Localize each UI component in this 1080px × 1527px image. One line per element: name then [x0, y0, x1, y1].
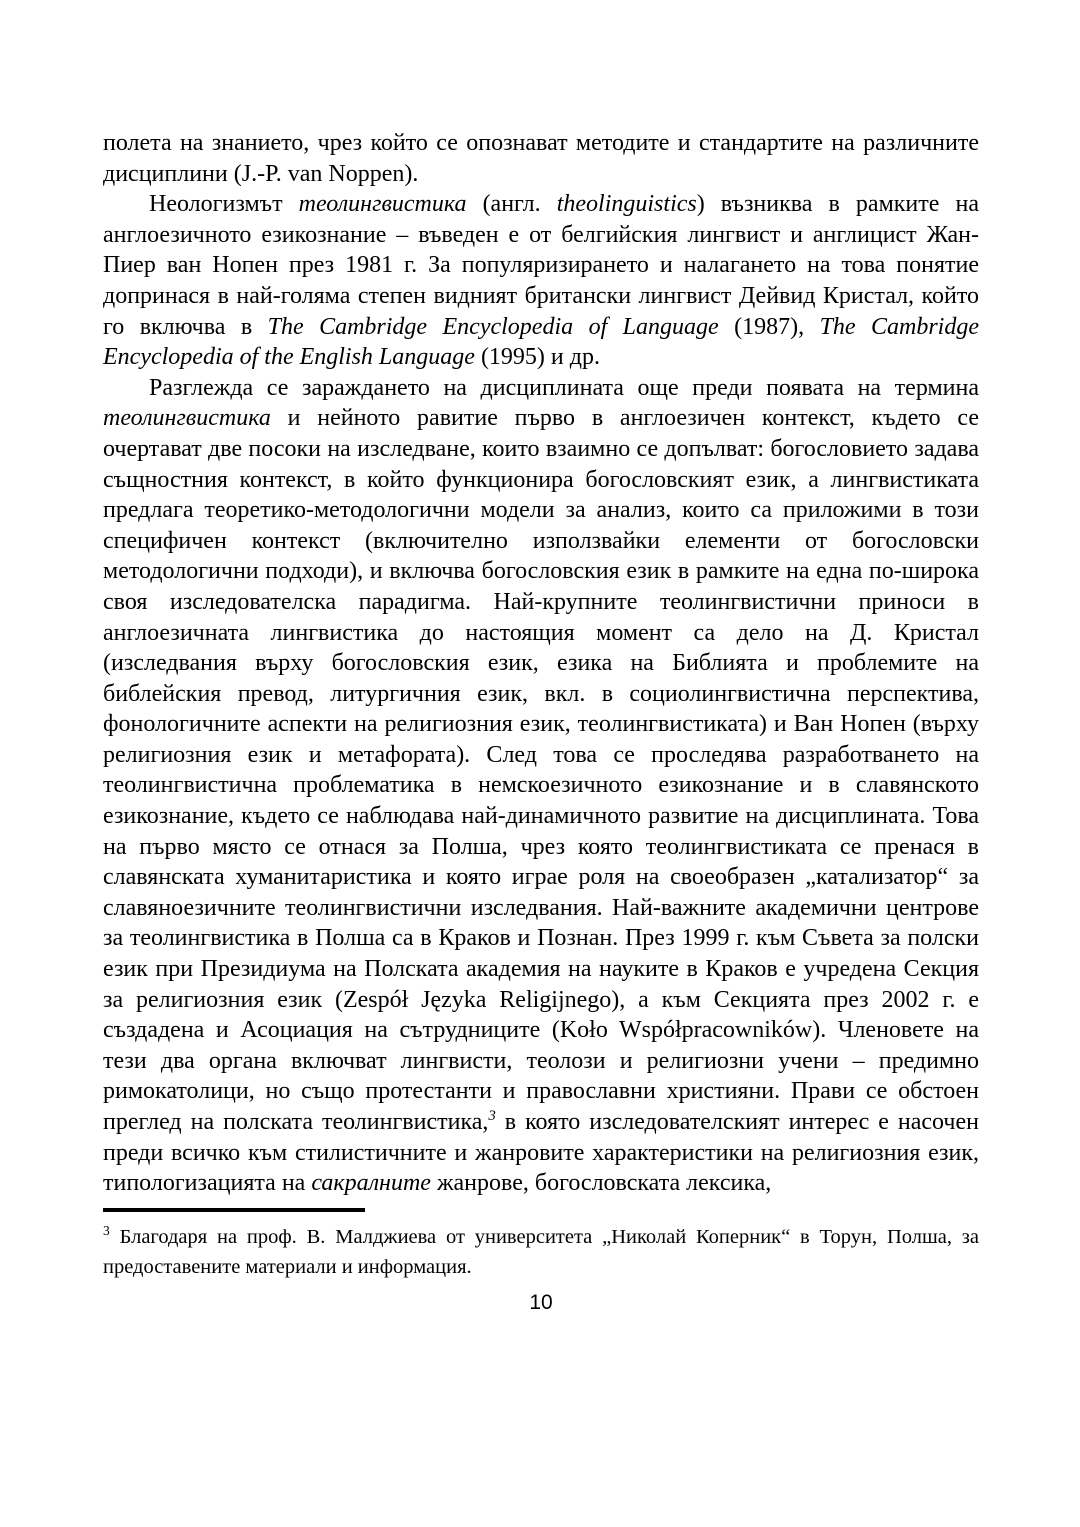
italic-run: теолингвистика — [298, 191, 467, 218]
text-run: (1987), — [718, 313, 820, 340]
paragraph-neologism — [103, 189, 979, 373]
text-run: полета на знанието, чрез който се опознават методите и стандартите на различните дисциплини (J.-P. van Noppen). — [103, 130, 979, 187]
text-run: (1995) и др. — [474, 344, 600, 371]
text-block — [103, 128, 979, 1315]
italic-run: The Cambridge Encyclopedia of the English Language — [103, 313, 980, 371]
footnote-text: Благодаря на проф. В. Малджиева от университета „Николай Коперник“ в Торун, Полша, за предоставените материали и информация. — [103, 1225, 979, 1278]
text-run: Неологизмът — [149, 191, 299, 218]
italic-run: теолингвистика — [103, 405, 271, 432]
italic-run: The Cambridge Encyclopedia of Language — [267, 313, 719, 340]
paragraph-development — [103, 373, 979, 1199]
page-number: 10 — [529, 1290, 553, 1314]
text-run: ) възниква в рамките на англоезичното езикознание – въведен е от белгийския лингвист и англицист Жан-Пиер ван Нопен през 1981 г. За популяризирането и налагането на това понятие допринася в най-голяма степен видният британски лингвист Дейвид Кристал, който го включва в — [103, 191, 979, 340]
text-run: (англ. — [466, 191, 557, 218]
text-run: жанрове, богословската лексика, — [430, 1170, 772, 1197]
italic-run: theolinguistics — [556, 191, 697, 218]
footnote — [103, 1222, 979, 1282]
footnote-marker: 3 — [103, 1222, 110, 1238]
text-run: Разглежда се зараждането на дисциплината още преди появата на термина — [149, 374, 979, 401]
italic-run: сакралните — [311, 1170, 431, 1197]
footnote-ref: 3 — [488, 1108, 496, 1124]
text-run: в която изследователският интерес е насочен преди всичко към стилистичните и жанровите характеристики на религиозния език, типологизацията на — [103, 1109, 979, 1197]
footnote-separator — [103, 1208, 365, 1212]
body-text — [103, 128, 979, 1199]
paragraph-continuation — [103, 128, 979, 189]
text-run: и нейното равитие първо в англоезичен контекст, където се очертават две посоки на изследване, които взаимно се допълват: богословието задава същностния контекст, в който функционира богословският език, а лингвистиката предлага теоретико-методологични модели за анализ, които са приложими в този специфичен контекст (включително използвайки елементи от богословски методологични подходи), и включва богословския език в рамките на една по-широка своя изследователска парадигма. Най-крупните теолингвистични приноси в англоезичната лингвистика до настоящия момент са дело на Д. Кристал (изследвания върху богословския език, езика на Библията и проблемите на библейския превод, литургичния език, вкл. в социолингвистична перспектива, фонологичните аспекти на религиозния език, теолингвистиката) и Ван Нопен (върху религиозния език и метафората). След това се проследява разработването на теолингвистична проблематика в немскоезичното езикознание и в славянското езикознание, където се наблюдава най-динамичното развитие на дисциплината. Това на първо място се отнася за Полша, чрез която теолингвистиката се пренася в славянската хуманитаристика и която играе роля на своеобразен „катализатор“ за славяноезичните теолингвистични изследвания. Най-важните академични центрове за теолингвистика в Полша са в Краков и Познан. През 1999 г. към Съвета за полски език при Президиума на Полската академия на науките в Краков е учредена Секция за религиозния език (Zespół Języka Religijnego), а към Секцията през 2002 г. е създадена и Асоциация на сътрудниците (Koło Współpracowników). Членовете на тези два органа включват лингвисти, теолози и религиозни учени – предимно римокатолици, но също протестанти и православни християни. Прави се обстоен преглед на полската теолингвистика, — [103, 405, 979, 1135]
